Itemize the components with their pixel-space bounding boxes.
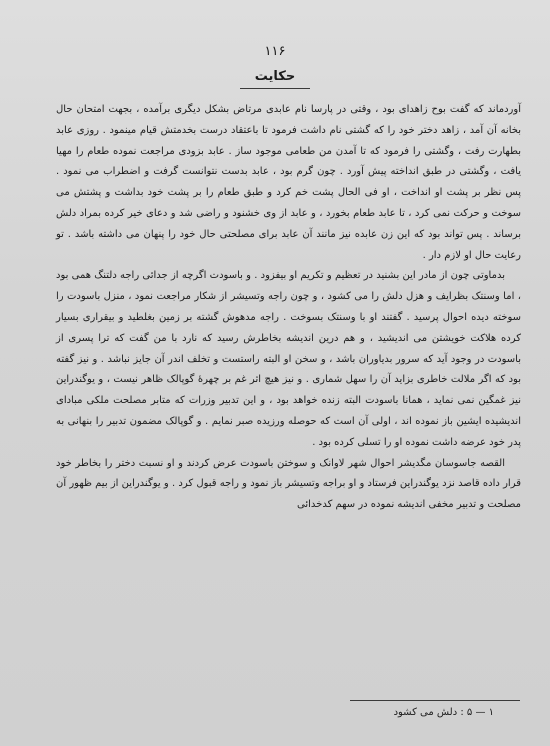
footnote: ۱ — ۵ : دلش می کشود xyxy=(393,707,494,718)
body-text xyxy=(56,100,521,516)
footnote-separator xyxy=(350,700,520,701)
page-number: ۱۱۶ xyxy=(264,44,286,59)
paragraph-3: القصه جاسوسان مگدیشر احوال شهر لاوانک و سوختن باسودت عرض کردند و او نسبت دختر را بخاطر خود قرار داده قاصد نزد یوگندراین فرستاد و او براجه وتسیشر باز نمود و راجه قبول کرد . و یوگندراین از بیم ظهور آن مصلحت و تدبیر مخفی اندیشه نموده در سهم کدخدائی xyxy=(56,457,521,511)
paragraph-2: بدماوتی چون از مادر این بشنید در تعظیم و تکریم او بیفزود . و باسودت اگرچه از جدائی راجه دلتنگ همی بود ، اما وسنتک بظرایف و هزل دلش را می کشود ، و چون راجه وتسیشر از شکار مراجعت نمود ، منزل باسودت را سوخته دیده احوال پرسید . گفتند او با وسنتک بسوخت . راجه مدهوش گشته بر زمین بغلطید و بیقراری بسیار کرده هلاکت خویشتن می اندیشید ، و هم درین اندیشه بخاطرش رسید که نارد با من گفت که ترا پسری از باسودت در وجود آید که سرور بدیاوران باشد ، و سخن او البته راستست و تخلف اندر آن جایز نباشد . و نیز گفته بود که اگر ملالت خاطری بزاید آن را سهل شماری . و نیز هیچ اثر غم بر چهرهٔ گوپالک ظاهر نیست ، و یوگندراین نیز غمگین نمی نماید ، همانا باسودت البته زنده خواهد بود ، و این تدبیر وزرات که متابر مصلحت ملکی مبادای اندیشیده ایشین باز نموده اند ، اولی آن است که حوصله ورزیده صبر نمایم . و گوپالک مضمون تدبیر را بنهانی به پدر خود عرضه داشت نموده او را تسلی کرده بود . xyxy=(56,270,521,448)
paragraph-1: آوردماند که گفت بوح زاهدای بود ، وقتی در پارسا نام عابدی مرتاض بشکل دیگری برآمده ، بجهت امتحان حال بخانه آن آمد ، زاهد دختر خود را که گشتی نام داشت فرمود تا باعتقاد درست بخدمتش قیام مینمود . روزی عابد بطهارت رفت ، وگشتی را فرمود که تا آمدن من طعامی موجود ساز . عابد بزودی مراجعت نموده طعام را مهیا یافت ، وگشتی در طبق انداخته پیش آورد . چون گرم بود ، عابد بدست نتوانست گرفت و اضطراب می نمود . پس نظر بر پشت او انداخت ، او فی الحال پشت خم کرد و طبق طعام را بر پشت خود بداشت و پشتش می سوخت و حرکت نمی کرد ، تا عابد طعام بخورد ، و عابد از وی خشنود و راضی شد و دعای خیر کرده بمراد دلش برساند . پس تواند بود که این زن عابده نیز مانند آن عابد برای مصلحتی حال خود را پنهان می داشته باشد . تو رعایت حال او لازم دار . xyxy=(56,104,521,261)
heading-underline xyxy=(240,88,310,89)
section-heading: حکایت xyxy=(254,69,296,84)
